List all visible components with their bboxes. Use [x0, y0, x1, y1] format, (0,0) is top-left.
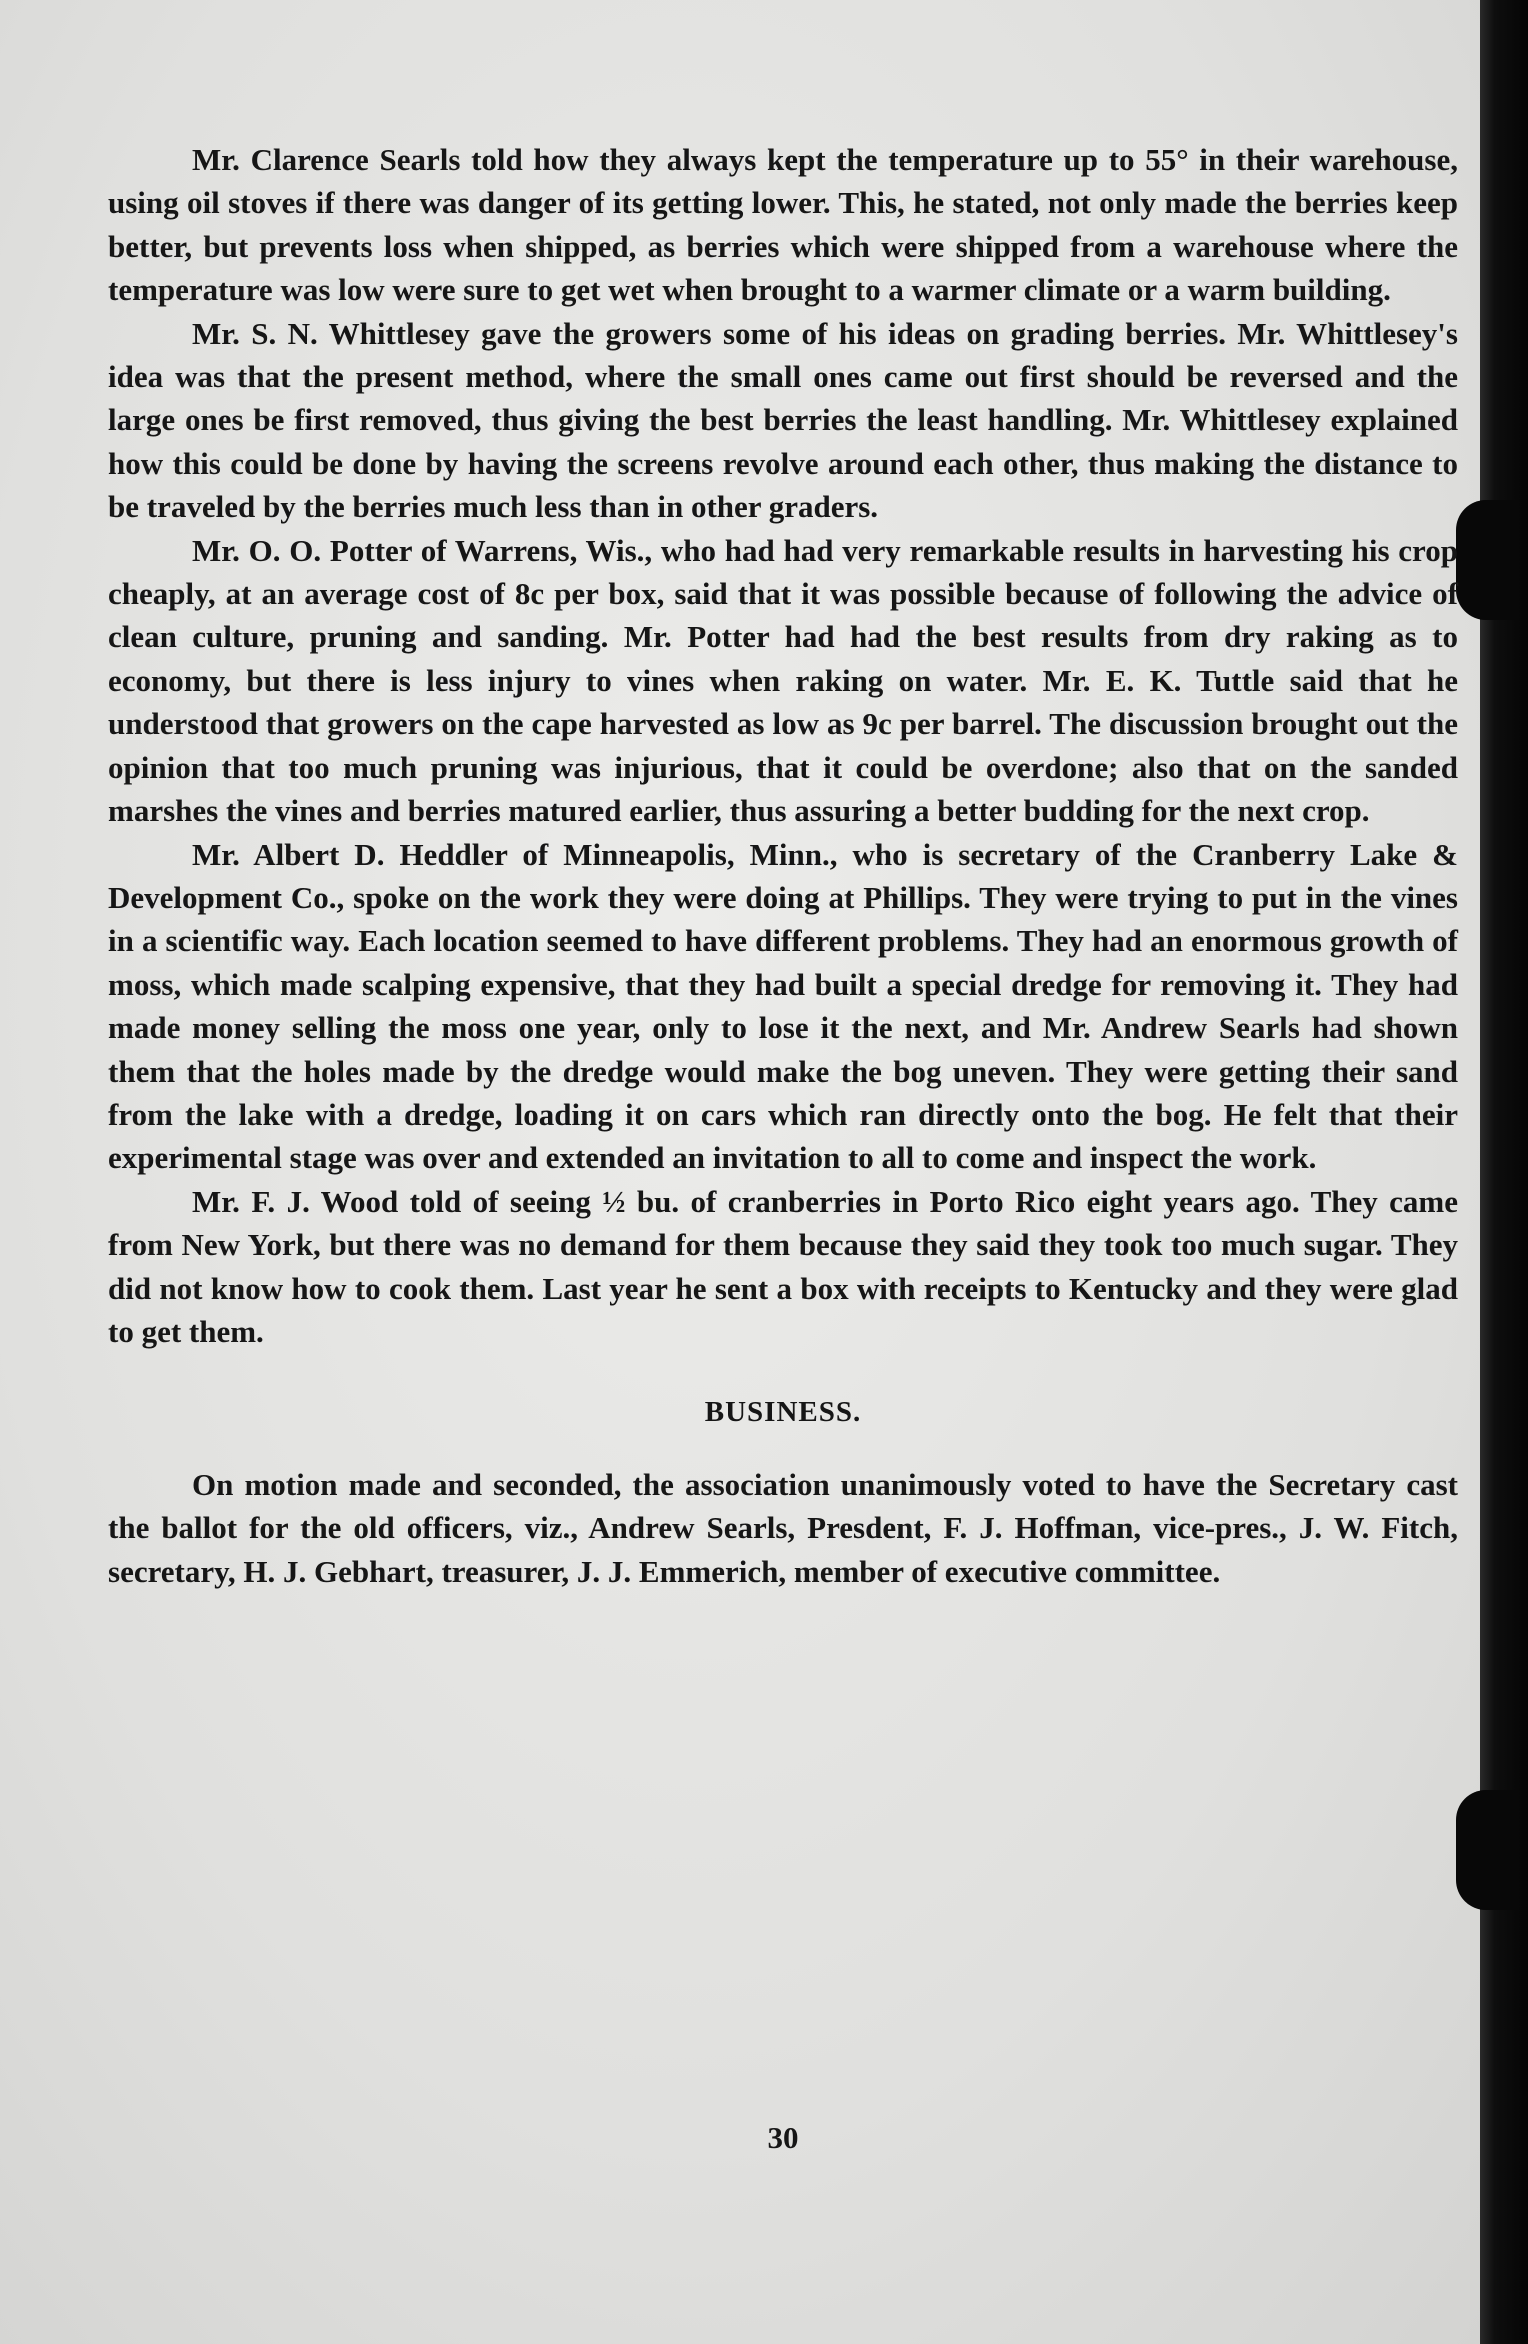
paragraph-wood: Mr. F. J. Wood told of seeing ½ bu. of cranberries in Porto Rico eight years ago. They came from New York, but there was no demand for them because they said they took too much sugar. They did not know how to cook them. Last year he sent a box with receipts to Kentucky and they were glad to get them.	[108, 1183, 1458, 1349]
page-number: 30	[767, 2120, 799, 2155]
binding-edge	[1480, 0, 1528, 2344]
binding-clip-top	[1456, 500, 1516, 620]
paragraph-whittlesey: Mr. S. N. Whittlesey gave the growers some of his ideas on grading berries. Mr. Whittlesey's idea was that the present method, where the small ones came out first should be reversed and the large ones be first removed, thus giving the best berries the least handling. Mr. Whittlesey explained how this could be done by having the screens revolve around each other, thus making the distance to be traveled by the berries much less than in other graders.	[108, 315, 1458, 525]
paragraph-potter: Mr. O. O. Potter of Warrens, Wis., who had had very remarkable results in harvesting his crop cheaply, at an average cost of 8c per box, said that it was possible because of following the advice of clean culture, pruning and sanding. Mr. Potter had had the best results from dry raking as to economy, but there is less injury to vines when raking on water. Mr. E. K. Tuttle said that he understood that growers on the cape harvested as low as 9c per barrel. The discussion brought out the opinion that too much pruning was injurious, that it could be overdone; also that on the sanded marshes the vines and berries matured earlier, thus assuring a better budding for the next crop.	[108, 532, 1458, 829]
body-text	[108, 138, 1458, 1593]
paragraph-business-motion: On motion made and seconded, the association unanimously voted to have the Secretary cast the ballot for the old officers, viz., Andrew Searls, Presdent, F. J. Hoffman, vice-pres., J. W. Fitch, secretary, H. J. Gebhart, treasurer, J. J. Emmerich, member of executive committee.	[108, 1466, 1458, 1589]
paragraph-heddler: Mr. Albert D. Heddler of Minneapolis, Minn., who is secretary of the Cranberry Lake & Development Co., spoke on the work they were doing at Phillips. They were trying to put in the vines in a scientific way. Each location seemed to have different problems. They had an enormous growth of moss, which made scalping expensive, that they had built a special dredge for removing it. They had made money selling the moss one year, only to lose it the next, and Mr. Andrew Searls had shown them that the holes made by the dredge would make the bog uneven. They were getting their sand from the lake with a dredge, loading it on cars which ran directly onto the bog. He felt that their experimental stage was over and extended an invitation to all to come and inspect the work.	[108, 836, 1458, 1176]
section-heading-business: BUSINESS.	[704, 1396, 862, 1429]
binding-clip-bottom	[1456, 1790, 1516, 1910]
paragraph-clarence-searls: Mr. Clarence Searls told how they always kept the temperature up to 55° in their warehouse, using oil stoves if there was danger of its getting lower. This, he stated, not only made the berries keep better, but prevents loss when shipped, as berries which were shipped from a warehouse where the temperature was low were sure to get wet when brought to a warmer climate or a warm building.	[108, 142, 1458, 308]
